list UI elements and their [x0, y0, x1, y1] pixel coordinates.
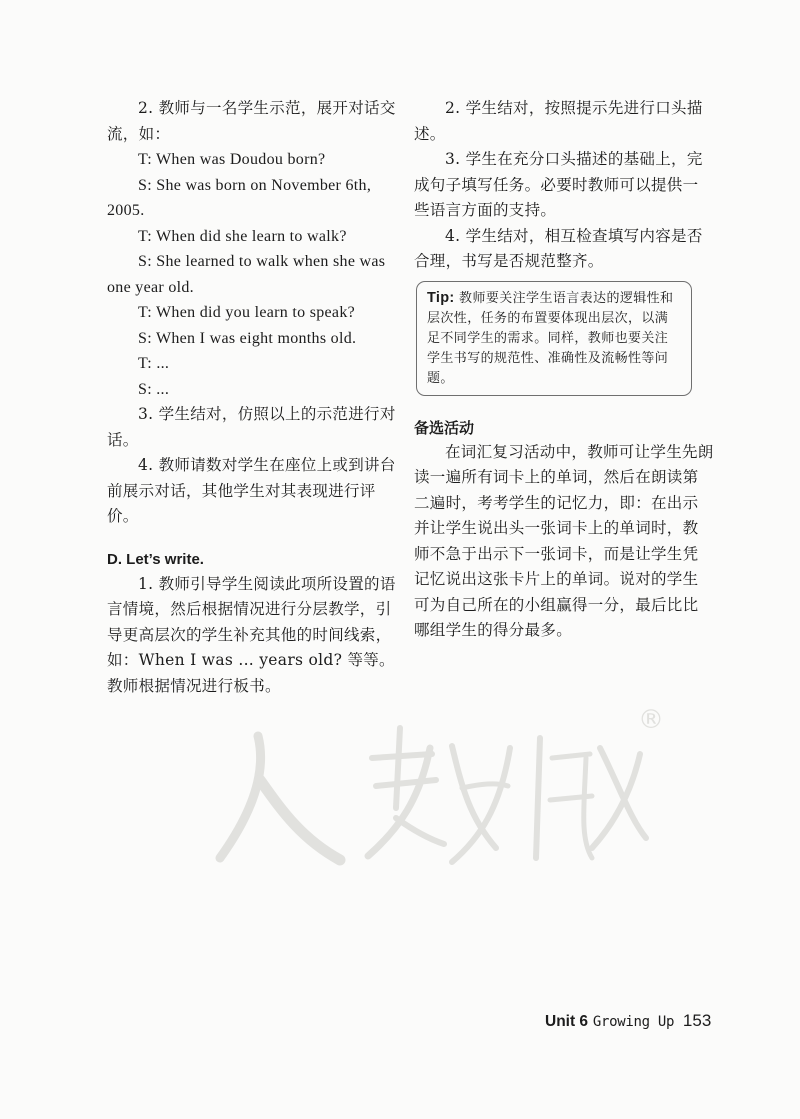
- left-column: [107, 96, 401, 699]
- write-step-2-text: 2. 学生结对，按照提示先进行口头描述。: [414, 99, 703, 143]
- example-dialog: [107, 147, 401, 402]
- dialog-line: S: When I was eight months old.: [138, 329, 357, 347]
- right-column: [414, 96, 714, 644]
- dialog-line: T: When did she learn to walk?: [138, 227, 347, 245]
- tip-text: 教师要关注学生语言表达的逻辑性和层次性，任务的布置要体现出层次，以满足不同学生的需求。同样，教师也要关注学生书写的规范性、准确性及流畅性等问题。: [427, 290, 674, 386]
- page-number: 153: [682, 1011, 712, 1030]
- registered-mark: ®: [638, 705, 664, 735]
- footer-chapter-title: Growing Up: [592, 1014, 675, 1030]
- dialog-line: T: When was Doudou born?: [138, 151, 326, 168]
- dialog-line: T: ...: [138, 355, 170, 372]
- publisher-watermark-logo: [200, 688, 664, 878]
- page-footer: [545, 1011, 711, 1031]
- dialog-line: S: She was born on November 6th, 2005.: [107, 176, 372, 219]
- tip-box: [416, 281, 692, 396]
- step-4-text: 4. 教师请数对学生在座位上或到讲台前展示对话，其他学生对其表现进行评价。: [107, 456, 396, 525]
- dialog-line: S: She learned to walk when she was one year old.: [107, 253, 386, 296]
- step-3-text: 3. 学生结对，仿照以上的示范进行对话。: [107, 405, 396, 449]
- tip-label: Tip:: [427, 289, 455, 306]
- write-step-1-text: 1. 教师引导学生阅读此项所设置的语言情境，然后根据情况进行分层教学，引导更高层次的学生补充其他的时间线索，如：When I was ... years old? 等等。教师根据情况进行板书。: [107, 574, 396, 695]
- footer-unit: Unit 6: [545, 1013, 589, 1030]
- section-heading-lets-write: D. Let’s write.: [107, 550, 204, 568]
- write-step-4-text: 4. 学生结对，相互检查填写内容是否合理，书写是否规范整齐。: [414, 226, 703, 270]
- dialog-line: S: ...: [138, 380, 170, 398]
- write-step-3-text: 3. 学生在充分口头描述的基础上，完成句子填写任务。必要时教师可以提供一些语言方面的支持。: [414, 150, 703, 219]
- step-2-text: 2. 教师与一名学生示范，展开对话交流，如：: [107, 99, 396, 143]
- section-heading-alternative-activity: 备选活动: [414, 418, 475, 437]
- alternative-activity-text: 在词汇复习活动中，教师可让学生先朗读一遍所有词卡上的单词，然后在朗读第二遍时，考考学生的记忆力，即：在出示并让学生说出头一张词卡上的单词时，教师不急于出示下一张词卡，而是让学生凭记忆说出这张卡片上的单词。说对的学生可为自己所在的小组赢得一分，最后比比哪组学生的得分最多。: [414, 442, 714, 639]
- dialog-line: T: When did you learn to speak?: [138, 304, 356, 321]
